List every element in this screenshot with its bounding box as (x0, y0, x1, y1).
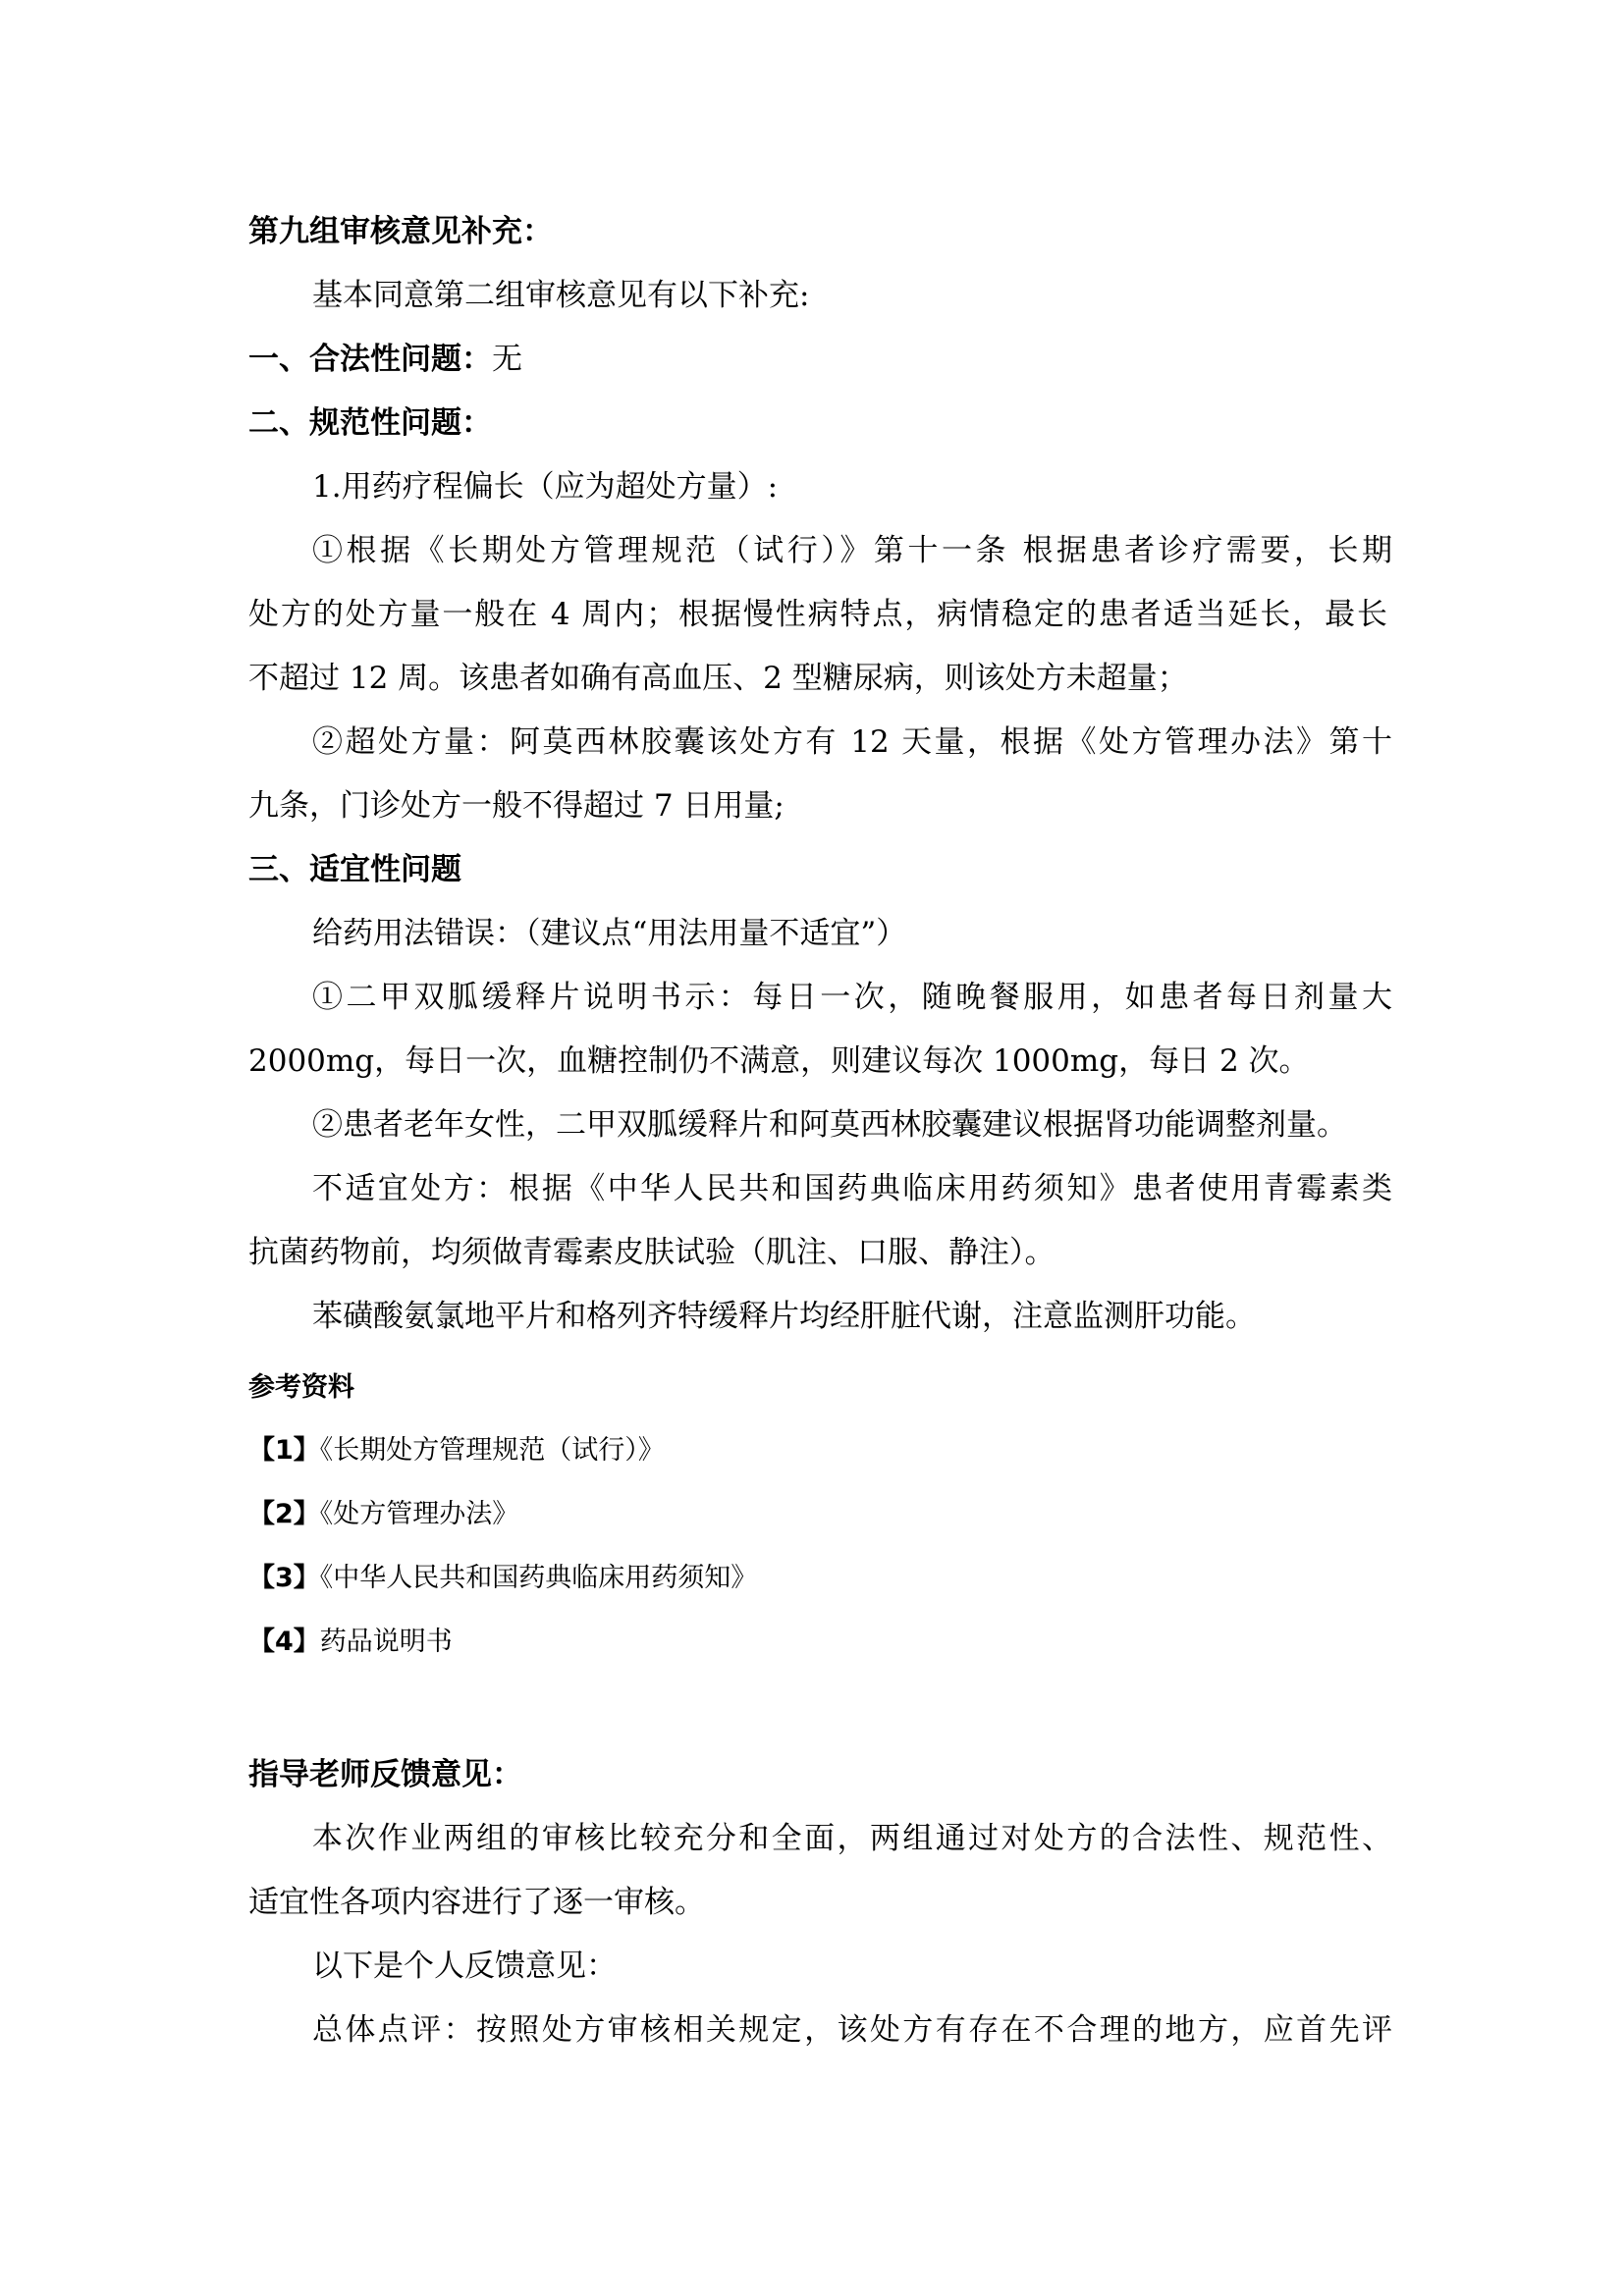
reference-item (248, 1434, 1387, 1468)
reference-text: 《长期处方管理规范（试行）》 (319, 1435, 665, 1466)
reference-item (248, 1626, 1387, 1659)
suitability-paragraph-3-line-1: 不适宜处方：根据《中华人民共和国药典临床用药须知》患者使用青霉素类 (312, 1171, 1392, 1206)
reference-number: 【4】 (248, 1627, 320, 1657)
legality-value: 无 (492, 342, 522, 377)
norm-paragraph-2-line-1: ②超处方量：阿莫西林胶囊该处方有 12 天量，根据《处方管理办法》第十 (312, 724, 1392, 760)
reference-text: 《中华人民共和国药典临床用药须知》 (319, 1563, 758, 1593)
suitability-paragraph-4: 苯磺酸氨氯地平片和格列齐特缓释片均经肝脏代谢，注意监测肝功能。 (312, 1299, 1256, 1334)
suitability-paragraph-2: ②患者老年女性，二甲双胍缓释片和阿莫西林胶囊建议根据肾功能调整剂量。 (312, 1107, 1347, 1143)
reference-item (248, 1562, 1387, 1595)
norm-item-1: 1.用药疗程偏长（应为超处方量）: (312, 469, 779, 505)
feedback-paragraph-2: 以下是个人反馈意见： (312, 1949, 617, 1984)
suitability-heading: 三、适宜性问题 (248, 852, 461, 887)
references-title: 参考资料 (248, 1372, 354, 1403)
reference-number: 【2】 (248, 1499, 320, 1529)
feedback-paragraph-1-line-2: 适宜性各项内容进行了逐一审核。 (248, 1885, 705, 1920)
section-title: 第九组审核意见补充： (248, 214, 553, 249)
feedback-title: 指导老师反馈意见： (248, 1757, 522, 1792)
reference-number: 【1】 (248, 1435, 320, 1466)
norm-heading: 二、规范性问题： (248, 405, 492, 441)
reference-text: 药品说明书 (319, 1627, 453, 1657)
norm-paragraph-1-line-2: 处方的处方量一般在 4 周内；根据慢性病特点，病情稳定的患者适当延长，最长 (248, 597, 1387, 632)
reference-item (248, 1498, 1387, 1531)
intro-paragraph: 基本同意第二组审核意见有以下补充: (312, 278, 810, 313)
feedback-paragraph-3-line-1: 总体点评：按照处方审核相关规定，该处方有存在不合理的地方，应首先评 (312, 2012, 1392, 2048)
reference-text: 《处方管理办法》 (319, 1499, 519, 1529)
norm-paragraph-2-line-2: 九条，门诊处方一般不得超过 7 日用量; (248, 788, 785, 824)
suitability-paragraph-1-line-1: ①二甲双胍缓释片说明书示：每日一次，随晚餐服用，如患者每日剂量大 (312, 980, 1392, 1015)
legality-heading: 一、合法性问题： (248, 342, 492, 377)
suitability-item-1: 给药用法错误：（建议点“用法用量不适宜”） (312, 916, 907, 951)
suitability-paragraph-1-line-2: 2000mg，每日一次，血糖控制仍不满意，则建议每次 1000mg，每日 2 次。 (248, 1043, 1310, 1079)
legality-line (248, 340, 1387, 379)
reference-number: 【3】 (248, 1563, 320, 1593)
norm-paragraph-1-line-1: ①根据《长期处方管理规范（试行）》第十一条 根据患者诊疗需要，长期 (312, 533, 1392, 568)
norm-paragraph-1-line-3: 不超过 12 周。该患者如确有高血压、2 型糖尿病，则该处方未超量； (248, 661, 1188, 696)
feedback-paragraph-1-line-1: 本次作业两组的审核比较充分和全面，两组通过对处方的合法性、规范性、 (312, 1821, 1392, 1856)
suitability-paragraph-3-line-2: 抗菌药物前，均须做青霉素皮肤试验（肌注、口服、静注）。 (248, 1235, 1056, 1270)
